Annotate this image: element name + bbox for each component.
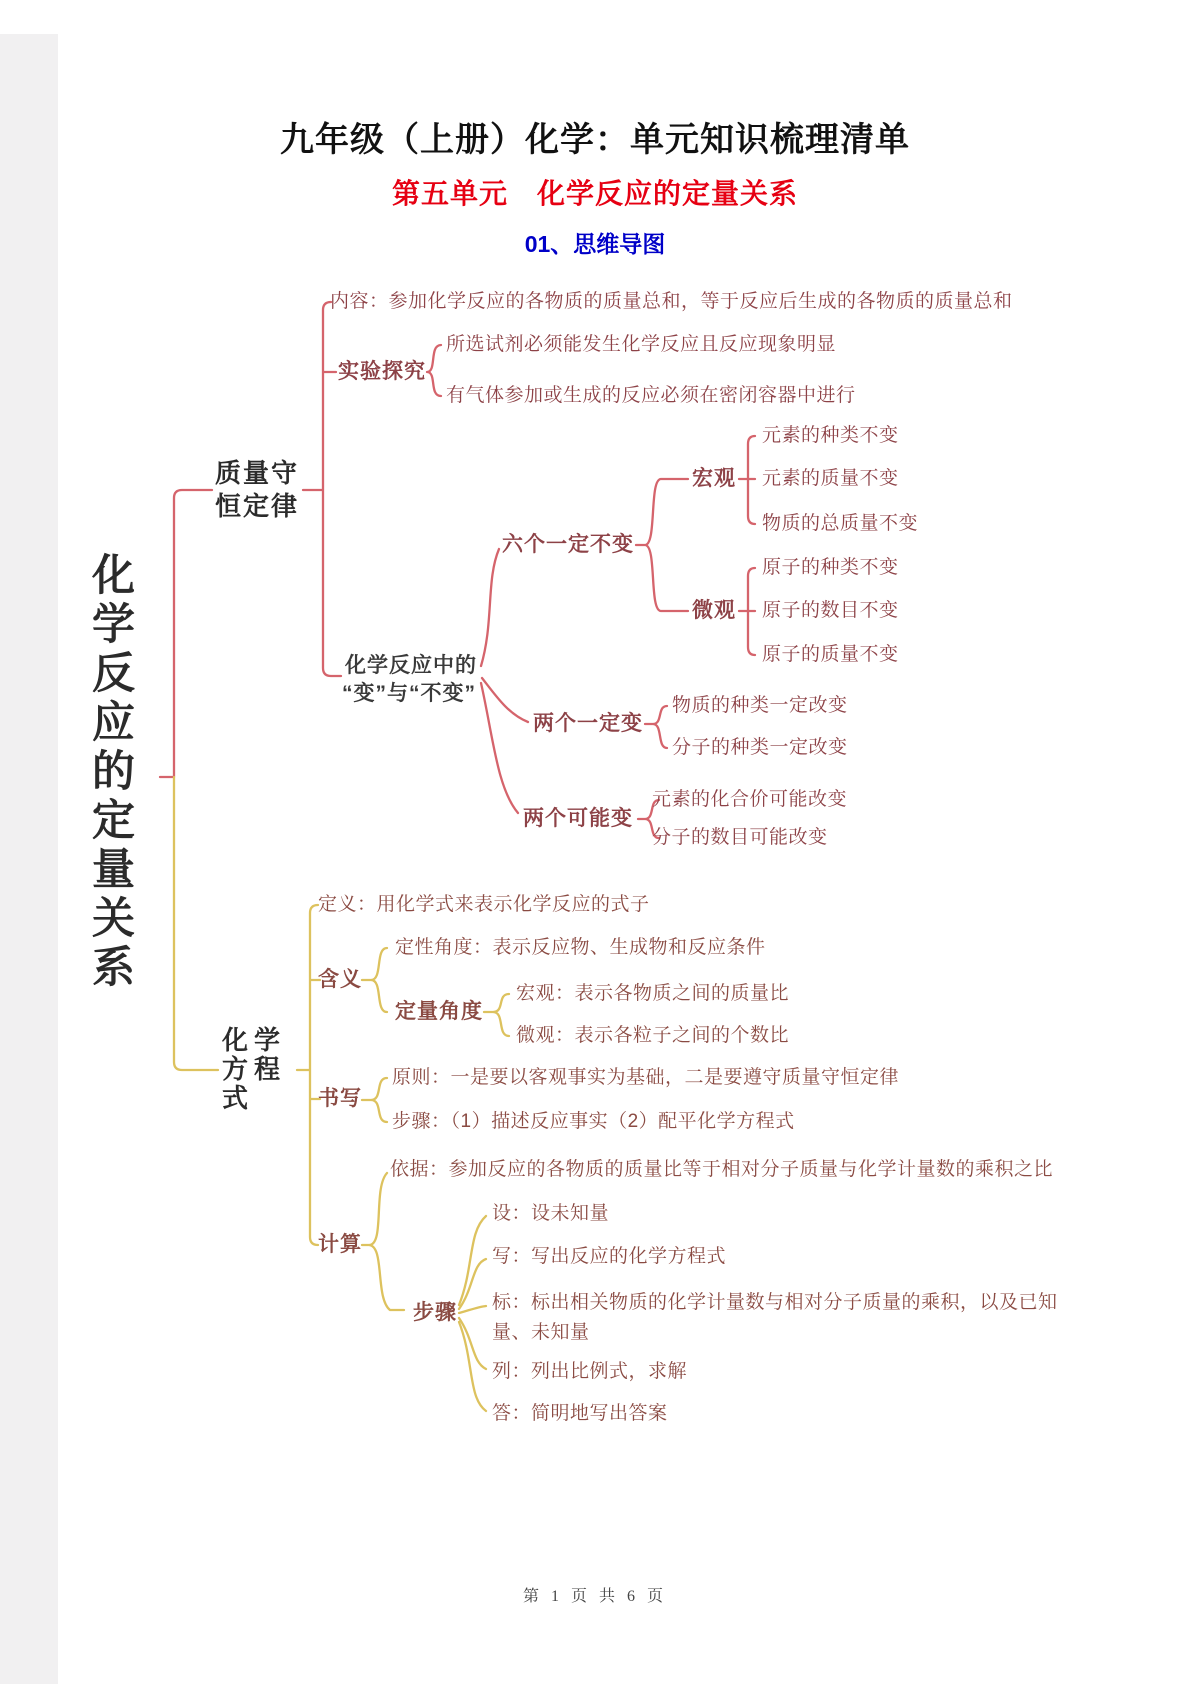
micro-node: 微观 <box>692 599 736 622</box>
two-changed-item-2: 分子的种类一定改变 <box>672 737 848 758</box>
change-node-line1: 化学反应中的 <box>345 654 477 677</box>
connector-calculation-bracket <box>362 1173 404 1310</box>
connector-writing-bracket <box>362 1078 387 1122</box>
six-unchanged-node: 六个一定不变 <box>502 533 634 556</box>
quantitative-node: 定量角度 <box>395 1000 483 1023</box>
page-number: 第 1 页 共 6 页 <box>522 1588 667 1605</box>
connector-quantitative-bracket <box>484 994 509 1036</box>
micro-item-2: 原子的数目不变 <box>762 600 899 621</box>
equation-node: 化学方程式 <box>222 1025 287 1113</box>
macro-node: 宏观 <box>692 467 736 490</box>
two-maybe-node: 两个可能变 <box>523 807 633 830</box>
quantitative-item-2: 微观：表示各粒子之间的个数比 <box>516 1025 790 1046</box>
calc-step-5: 答：简明地写出答案 <box>492 1403 668 1424</box>
page-title: 九年级（上册）化学：单元知识梳理清单 <box>280 121 910 159</box>
connector-meaning-bracket <box>362 948 387 1012</box>
unit-subtitle: 第五单元 化学反应的定量关系 <box>391 178 798 209</box>
micro-item-1: 原子的种类不变 <box>762 557 899 578</box>
writing-node: 书写 <box>318 1087 362 1110</box>
meaning-node: 含义 <box>318 968 362 991</box>
calc-step-2: 写：写出反应的化学方程式 <box>492 1246 727 1267</box>
two-maybe-item-1: 元素的化合价可能改变 <box>652 789 848 810</box>
meaning-qualitative: 定性角度：表示反应物、生成物和反应条件 <box>395 937 766 958</box>
equation-definition: 定义：用化学式来表示化学反应的式子 <box>318 894 650 915</box>
two-maybe-item-2: 分子的数目可能改变 <box>652 827 828 848</box>
writing-principle: 原则：一是要以客观事实为基础，二是要遵守质量守恒定律 <box>392 1067 900 1088</box>
experiment-item-1: 所选试剂必须能发生化学反应且反应现象明显 <box>446 334 837 355</box>
writing-steps: 步骤：（1）描述反应事实（2）配平化学方程式 <box>392 1111 795 1132</box>
two-changed-item-1: 物质的种类一定改变 <box>672 695 848 716</box>
connector-steps-fan <box>459 1216 486 1411</box>
connector-root-spine-red <box>160 490 212 777</box>
section-heading: 01、思维导图 <box>524 231 666 257</box>
macro-item-1: 元素的种类不变 <box>762 425 899 446</box>
connector-root-spine-yellow <box>174 777 218 1070</box>
experiment-node: 实验探究 <box>338 360 426 383</box>
connector-macro-bracket <box>739 436 755 524</box>
calc-step-4: 列：列出比例式，求解 <box>492 1361 688 1382</box>
micro-item-3: 原子的质量不变 <box>762 644 899 665</box>
macro-item-3: 物质的总质量不变 <box>762 513 919 534</box>
calculation-basis: 依据：参加反应的各物质的质量比等于相对分子质量与化学计量数的乘积之比 <box>390 1159 1054 1180</box>
mass-law-node: 质量守恒定律 <box>215 458 300 521</box>
mass-law-content: 内容：参加化学反应的各物质的质量总和，等于反应后生成的各物质的质量总和 <box>330 291 1013 312</box>
connector-micro-bracket <box>739 568 755 655</box>
calculation-node: 计算 <box>318 1233 362 1256</box>
calc-step-1: 设：设未知量 <box>492 1203 610 1224</box>
experiment-item-2: 有气体参加或生成的反应必须在密闭容器中进行 <box>446 385 856 406</box>
connector-two-changed-bracket <box>645 706 667 748</box>
calc-steps-node: 步骤 <box>413 1301 457 1324</box>
mindmap-root-node: 化学反应的定量关系 <box>92 552 135 992</box>
connector-experiment-bracket <box>427 345 441 396</box>
calc-step-3: 标：标出相关物质的化学计量数与相对分子质量的乘积，以及已知量、未知量 <box>492 1292 1058 1343</box>
macro-item-2: 元素的质量不变 <box>762 468 899 489</box>
change-node-line2: “变”与“不变” <box>342 682 476 705</box>
two-changed-node: 两个一定变 <box>533 712 643 735</box>
connector-equation-bracket <box>297 905 320 1245</box>
connector-change-fan <box>481 549 528 813</box>
connector-six-bracket <box>636 479 688 611</box>
connector-mass-bracket <box>303 302 341 676</box>
quantitative-item-1: 宏观：表示各物质之间的质量比 <box>516 983 790 1004</box>
